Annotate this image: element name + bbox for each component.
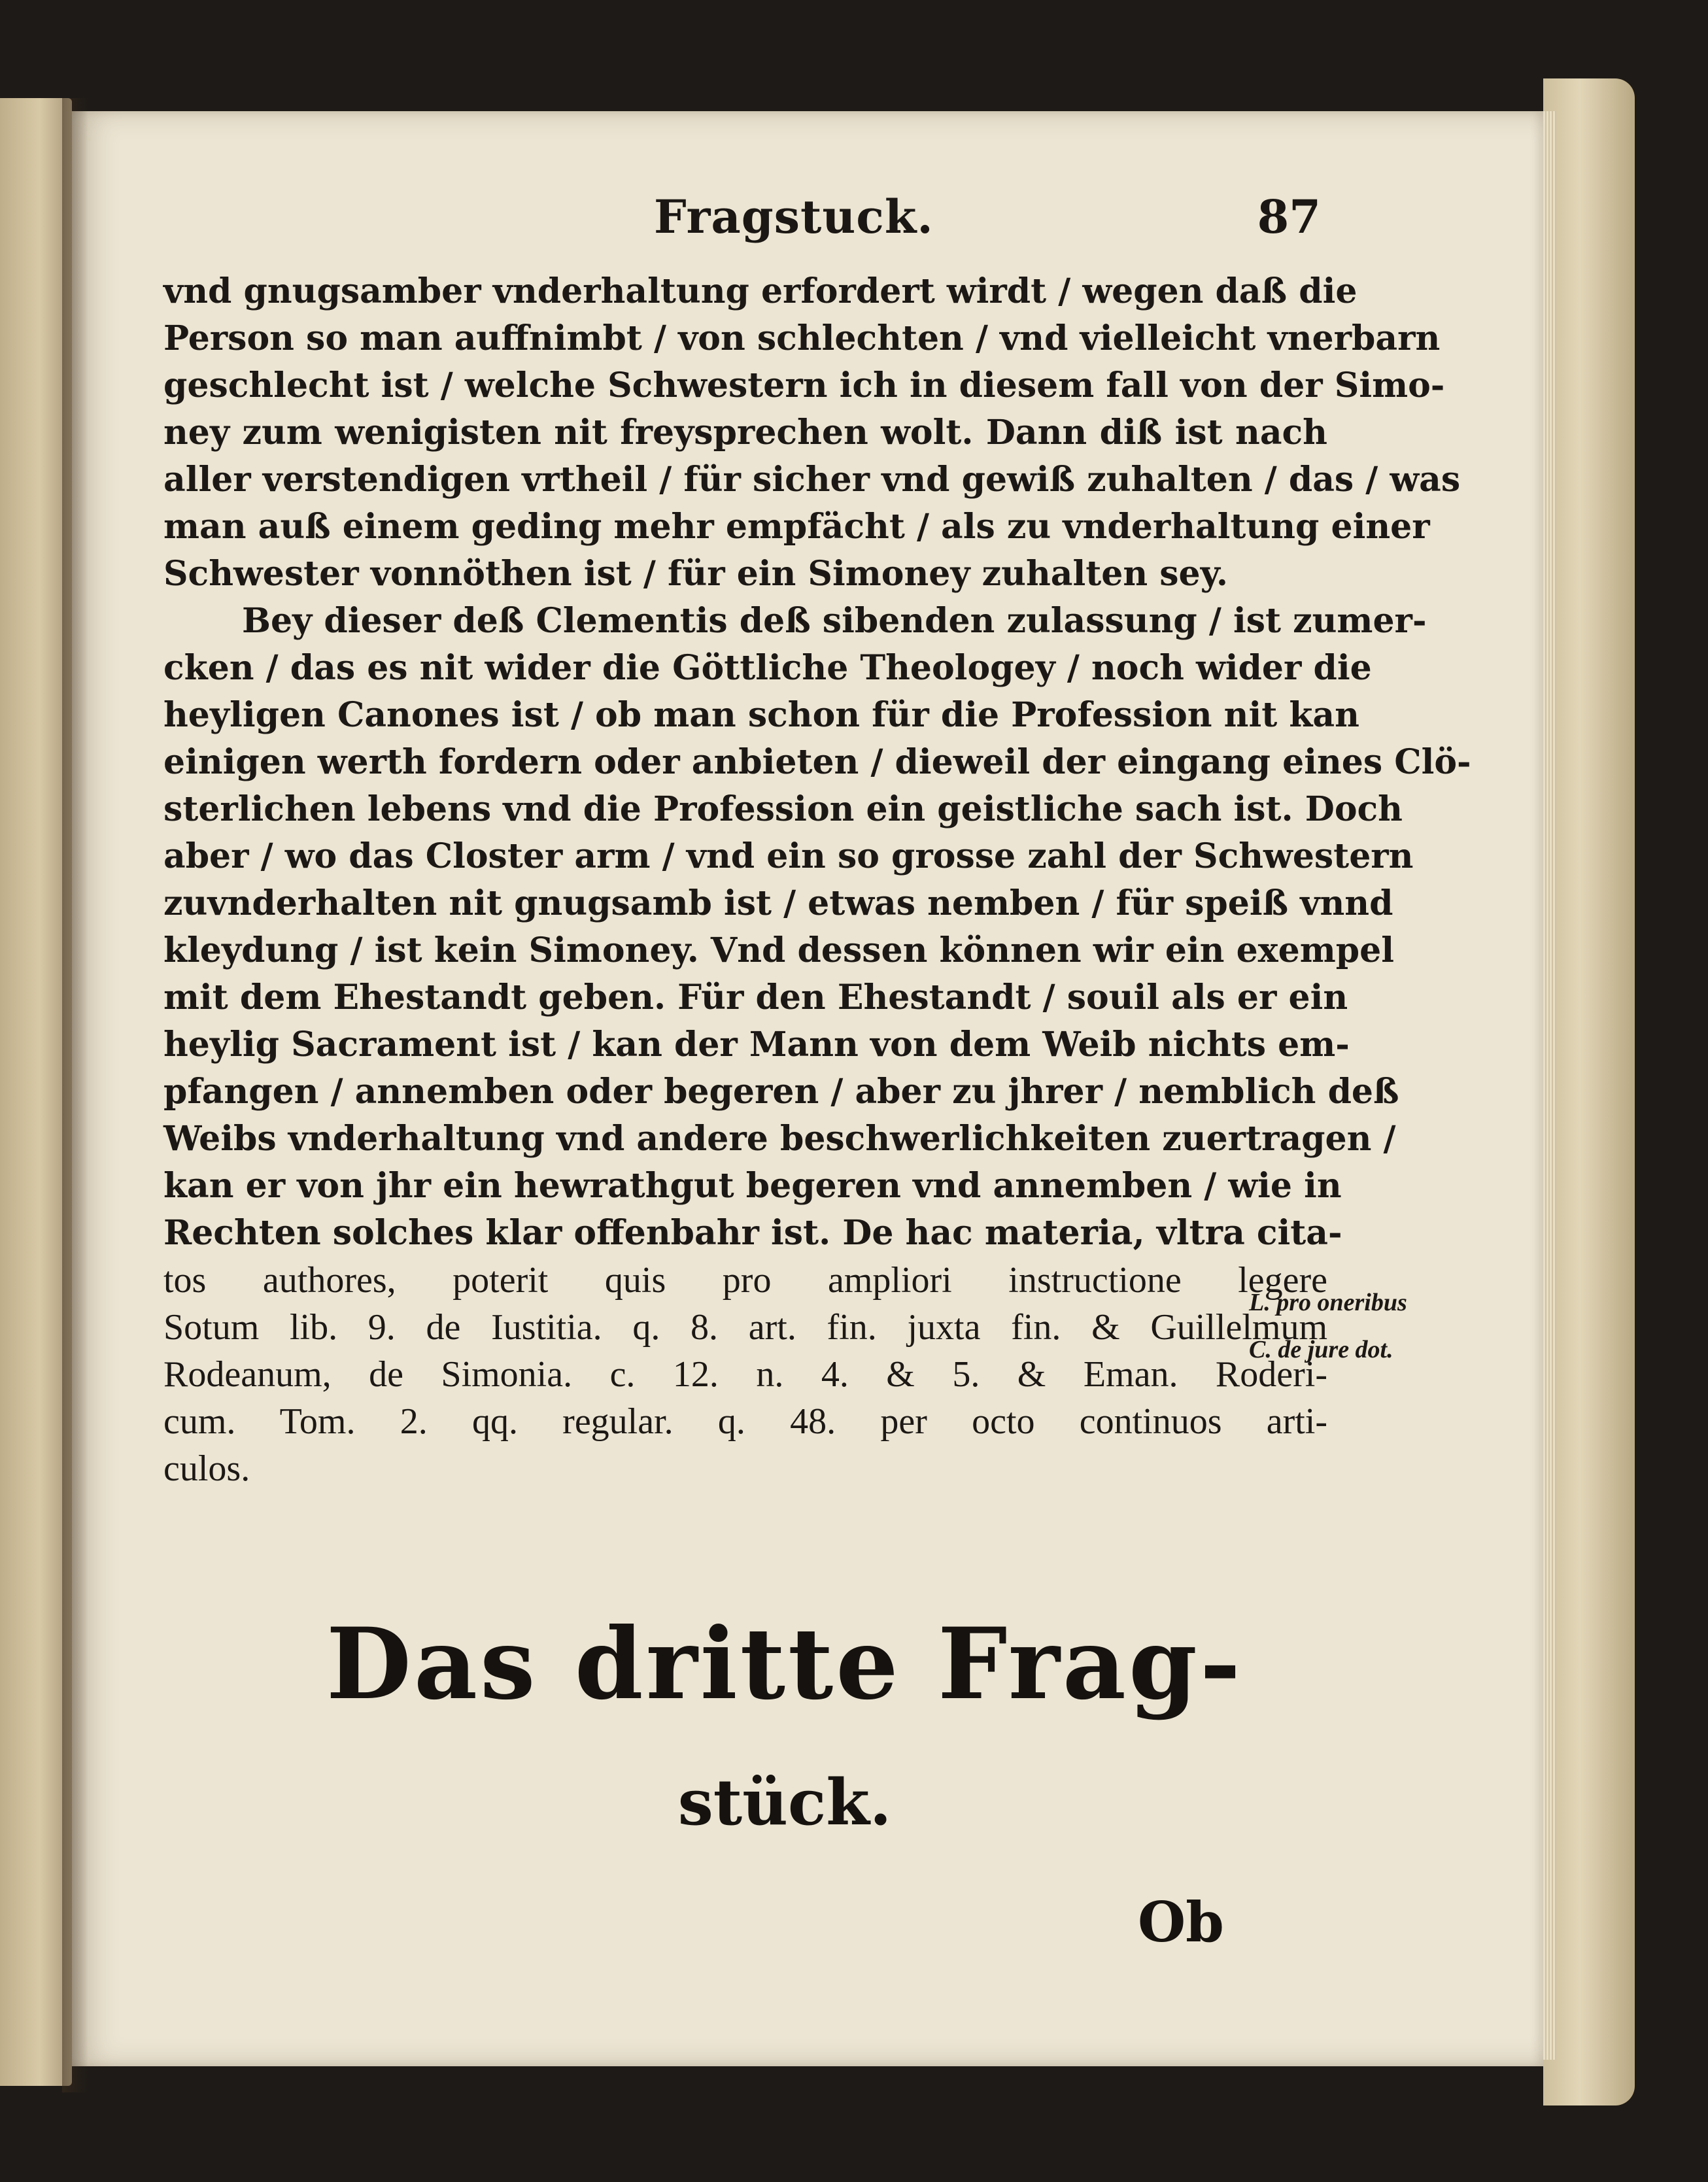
text-line: mit dem Ehestandt geben. Für den Ehestandt / souil als er ein bbox=[163, 978, 1348, 1017]
text-line: Bey dieser deß Clementis deß sibenden zulassung / ist zumer- bbox=[242, 601, 1427, 641]
catchword: Ob bbox=[1138, 1890, 1224, 1954]
text-line: vnd gnugsamber vnderhaltung erfordert wirdt / wegen daß die bbox=[163, 271, 1358, 311]
text-line-latin: cum. Tom. 2. qq. regular. q. 48. per octo continuos arti- bbox=[163, 1401, 1327, 1442]
text-line-latin: tos authores, poterit quis pro ampliori instructione legere bbox=[163, 1260, 1327, 1301]
text-line: kan er von jhr ein hewrathgut begeren vnd annemben / wie in bbox=[163, 1166, 1342, 1206]
text-line-latin: Rodeanum, de Simonia. c. 12. n. 4. & 5. & Eman. Roderi- bbox=[163, 1354, 1327, 1395]
margin-note: C. de jure dot. bbox=[1249, 1336, 1393, 1363]
text-line: heylig Sacrament ist / kan der Mann von dem Weib nichts em- bbox=[163, 1025, 1350, 1065]
section-heading: Das dritte Frag- bbox=[326, 1607, 1244, 1722]
margin-note: L. pro oneribus bbox=[1249, 1289, 1407, 1316]
text-line: aller verstendigen vrtheil / für sicher vnd gewiß zuhalten / das / was bbox=[163, 460, 1461, 500]
text-line: pfangen / annemben oder begeren / aber zu jhrer / nemblich deß bbox=[163, 1072, 1399, 1112]
page-header bbox=[608, 190, 1321, 262]
text-line: aber / wo das Closter arm / vnd ein so grosse zahl der Schwestern bbox=[163, 836, 1414, 876]
text-line: Weibs vnderhaltung vnd andere beschwerlichkeiten zuertragen / bbox=[163, 1119, 1396, 1159]
text-line-latin: Sotum lib. 9. de Iustitia. q. 8. art. fin. juxta fin. & Guillelmum bbox=[163, 1307, 1327, 1348]
facing-page-edge bbox=[0, 98, 72, 2086]
text-line: kleydung / ist kein Simoney. Vnd dessen können wir ein exempel bbox=[163, 930, 1394, 970]
text-line: zuvnderhalten nit gnugsamb ist / etwas nemben / für speiß vnnd bbox=[163, 883, 1393, 923]
text-line: Rechten solches klar offenbahr ist. De hac materia, vltra cita- bbox=[163, 1213, 1342, 1253]
text-line: man auß einem geding mehr empfächt / als zu vnderhaltung einer bbox=[163, 507, 1430, 547]
text-line: einigen werth fordern oder anbieten / dieweil der eingang eines Clö- bbox=[163, 742, 1471, 782]
text-line: cken / das es nit wider die Göttliche Theologey / noch wider die bbox=[163, 648, 1372, 688]
running-title: Fragstuck. bbox=[654, 190, 934, 244]
text-line: heyligen Canones ist / ob man schon für die Profession nit kan bbox=[163, 695, 1359, 735]
text-line: geschlecht ist / welche Schwestern ich in diesem fall von der Simo- bbox=[163, 366, 1445, 405]
book-cover-edge bbox=[1543, 78, 1635, 2105]
book-page bbox=[72, 111, 1543, 2066]
spine-shadow bbox=[62, 98, 88, 2092]
page-number: 87 bbox=[1257, 190, 1321, 244]
text-line-latin: culos. bbox=[163, 1448, 250, 1489]
text-line: Schwester vonnöthen ist / für ein Simoney zuhalten sey. bbox=[163, 554, 1228, 594]
text-line: Person so man auffnimbt / von schlechten / vnd vielleicht vnerbarn bbox=[163, 318, 1441, 358]
section-heading-continuation: stück. bbox=[677, 1765, 892, 1839]
text-line: ney zum wenigisten nit freysprechen wolt. Dann diß ist nach bbox=[163, 413, 1327, 452]
text-line: sterlichen lebens vnd die Profession ein geistliche sach ist. Doch bbox=[163, 789, 1403, 829]
